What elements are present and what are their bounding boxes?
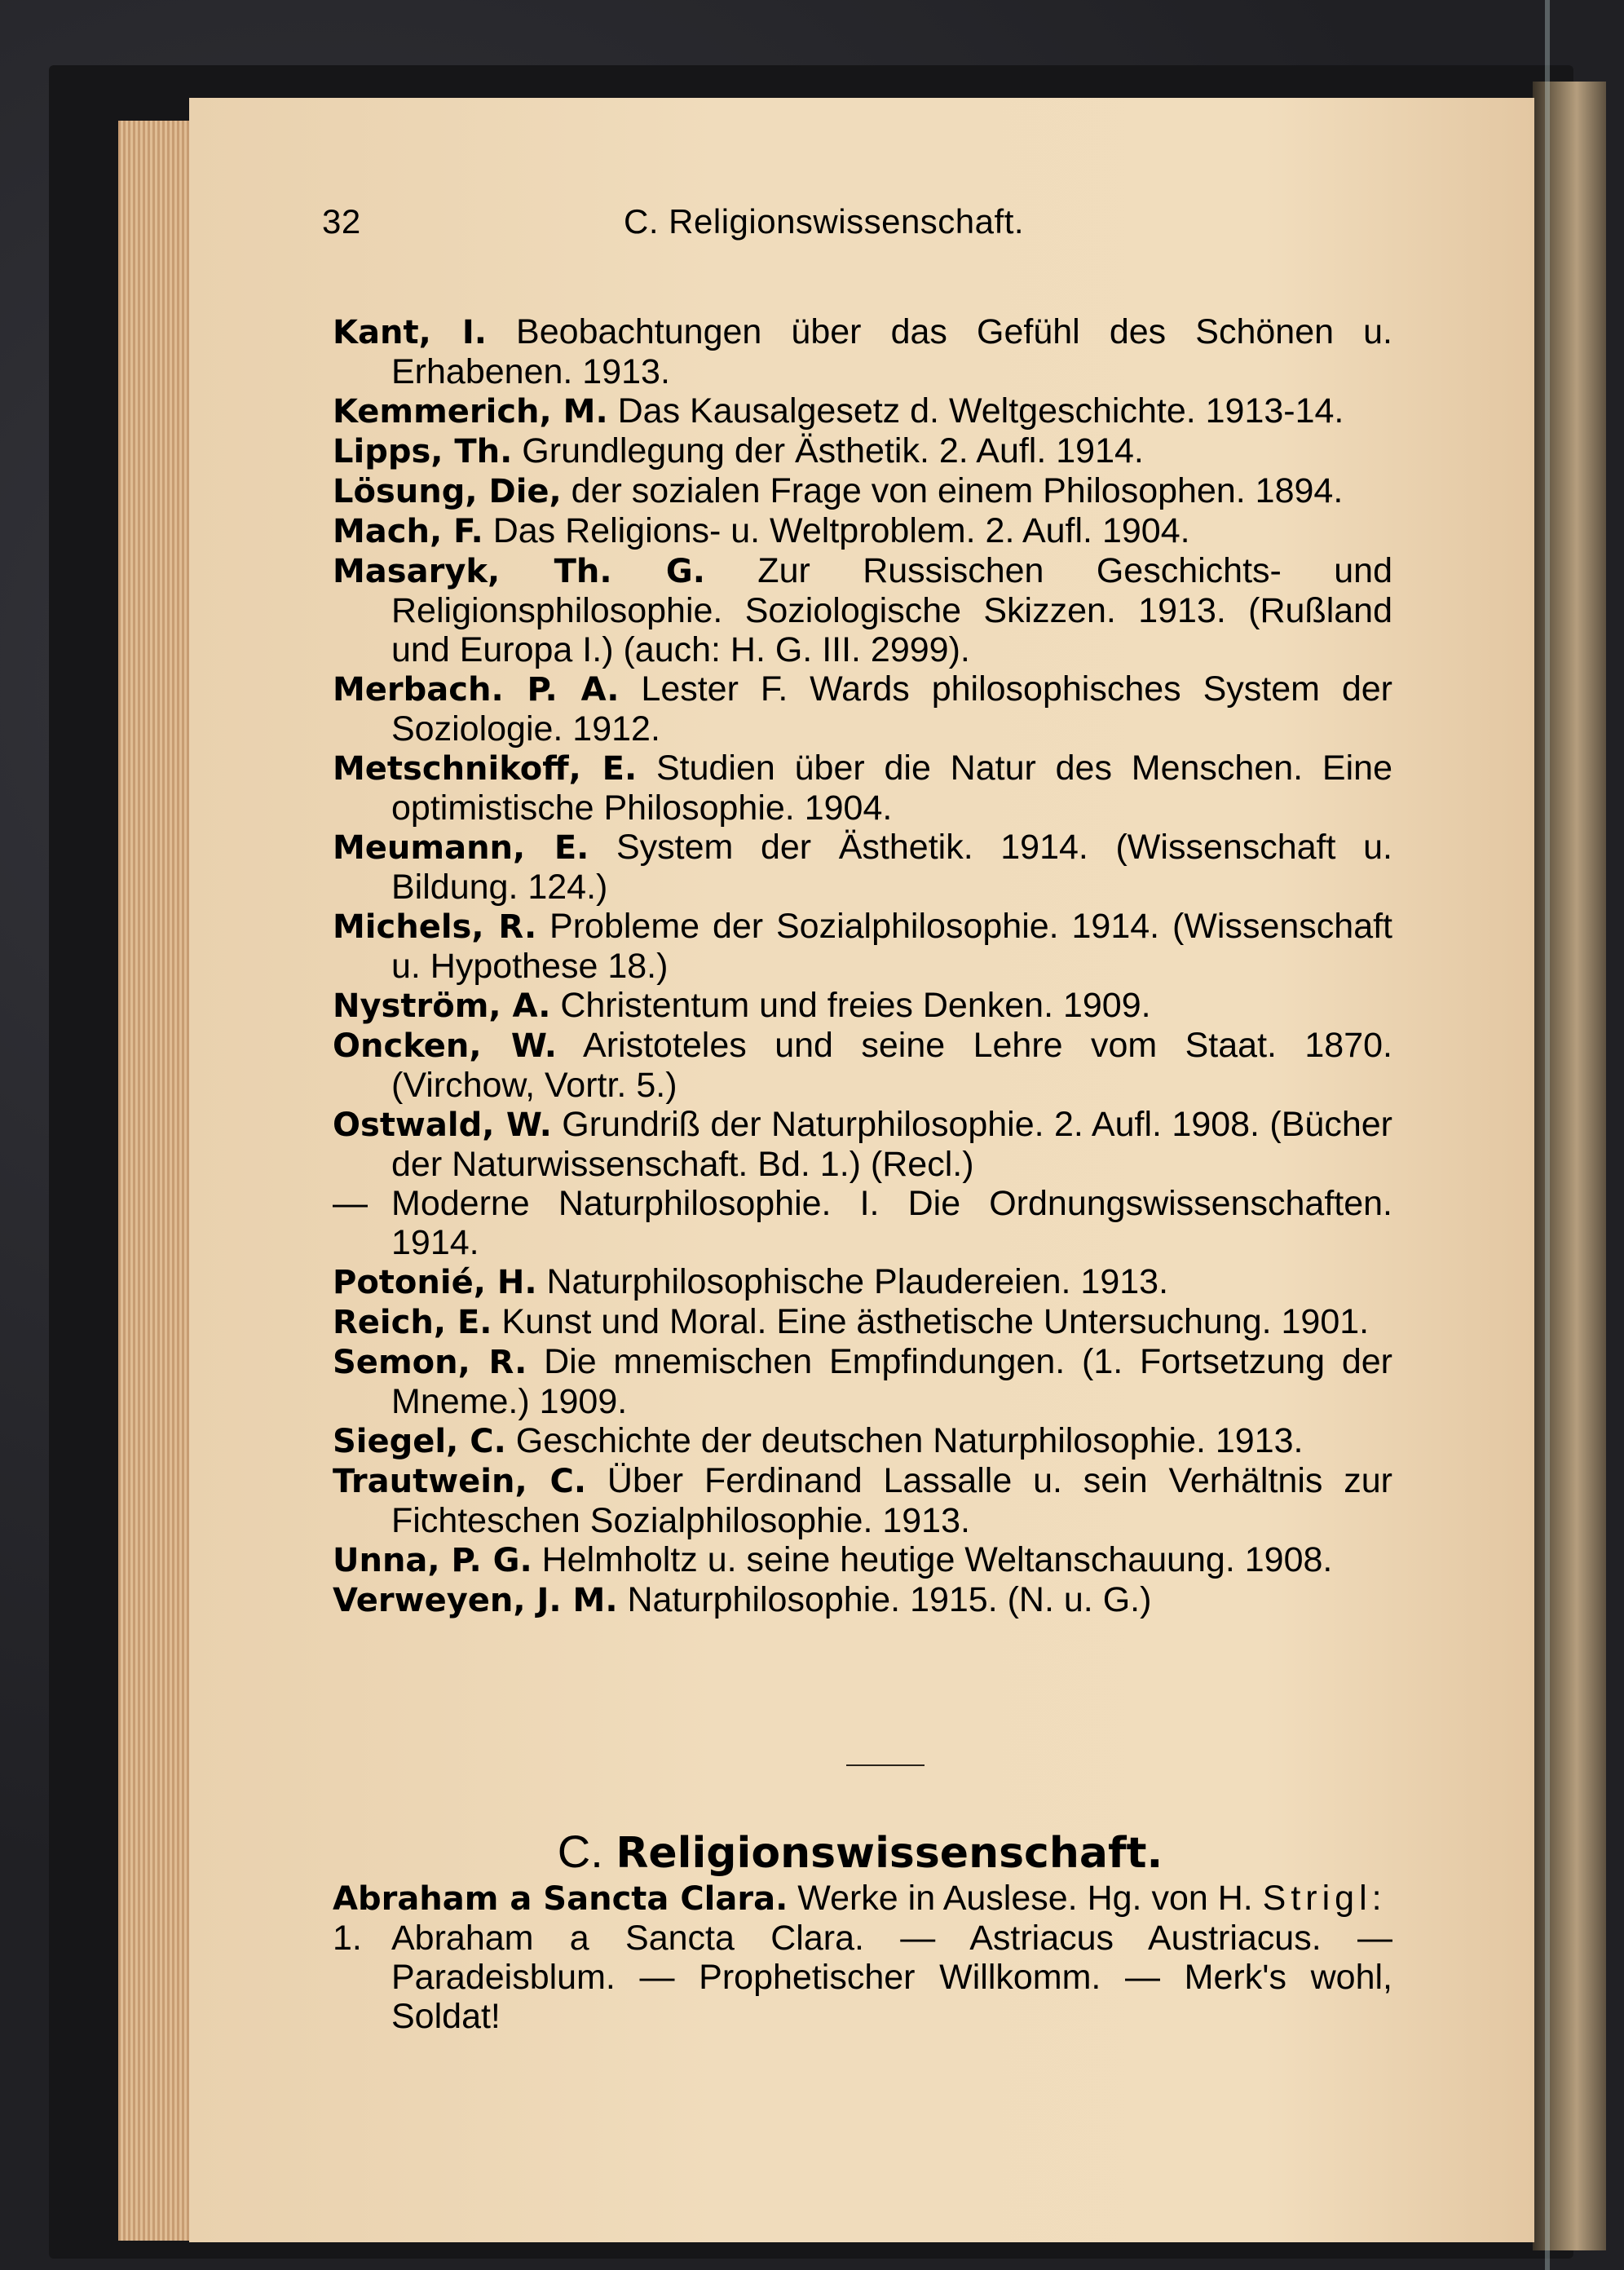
entry-author: Meumann, E. — [333, 829, 589, 867]
entry-text: Naturphilosophische Plaudereien. 1913. — [536, 1262, 1169, 1301]
entry-author: Potonié, H. — [333, 1264, 537, 1301]
entry-author: Masaryk, Th. G. — [333, 553, 705, 590]
entry-author: Mach, F. — [333, 513, 483, 550]
entry-author: Trautwein, C. — [333, 1463, 587, 1500]
entry-text: Grundlegung der Ästhetik. 2. Aufl. 1914. — [512, 431, 1144, 470]
entry-text: Lester F. Wards philosophisches System der Soziologie. 1912. — [391, 669, 1392, 749]
entry-author: Abraham a Sancta Clara. — [333, 1880, 788, 1918]
list-item — [333, 1026, 1392, 1105]
section-title: Religionswissenschaft. — [616, 1829, 1163, 1878]
entry-text: Christentum und freies Denken. 1909. — [550, 986, 1151, 1025]
entry-author: Reich, E. — [333, 1304, 492, 1341]
entry-author: Merbach. P. A. — [333, 671, 620, 709]
list-item — [333, 1540, 1392, 1580]
entry-author: Semon, R. — [333, 1344, 527, 1381]
entry-text: Moderne Naturphilosophie. I. Die Ordnungswissenschaften. 1914. — [391, 1184, 1392, 1262]
list-item — [333, 986, 1392, 1026]
book-gutter — [1533, 82, 1606, 2250]
list-item — [333, 1105, 1392, 1184]
scanner-glass-edge — [1545, 0, 1550, 2270]
entry-text: Naturphilosophie. 1915. (N. u. G.) — [617, 1580, 1152, 1619]
entry-text: Geschichte der deutschen Naturphilosophie. 1913. — [505, 1421, 1304, 1460]
bibliography-list — [333, 312, 1392, 1620]
entry-text: Abraham a Sancta Clara. — Astriacus Austriacus. — Paradeisblum. — Prophetischer Willkomm. — Merk's wohl, Soldat! — [391, 1919, 1392, 2036]
entry-author: Lösung, Die, — [333, 473, 562, 510]
entry-author: Siegel, C. — [333, 1423, 506, 1460]
entry-text: Aristoteles und seine Lehre vom Staat. 1870. (Virchow, Vortr. 5.) — [391, 1026, 1392, 1105]
entry-author: Lipps, Th. — [333, 433, 513, 470]
list-item — [333, 391, 1392, 431]
entry-author: Nyström, A. — [333, 987, 551, 1025]
entry-text: Helmholtz u. seine heutige Weltanschauung. 1908. — [532, 1540, 1333, 1579]
section-entry-list — [333, 1879, 1392, 2036]
entry-author: Unna, P. G. — [333, 1542, 532, 1579]
entry-text: Werke in Auslese. Hg. von H. — [788, 1879, 1263, 1918]
entry-text: Die mnemischen Empfindungen. (1. Fortsetzung der Mneme.) 1909. — [391, 1342, 1392, 1421]
list-item — [333, 1461, 1392, 1540]
entry-text: Über Ferdinand Lassalle u. sein Verhältnis zur Fichteschen Sozialphilosophie. 1913. — [391, 1461, 1392, 1540]
entry-text: Studien über die Natur des Menschen. Eine optimistische Philosophie. 1904. — [391, 749, 1392, 828]
list-item — [333, 1342, 1392, 1421]
entry-author: Kemmerich, M. — [333, 393, 608, 431]
list-item — [333, 1302, 1392, 1342]
page-edges — [118, 121, 192, 2241]
list-item — [333, 1421, 1392, 1461]
list-item — [333, 828, 1392, 907]
entry-punct: : — [1371, 1879, 1382, 1918]
entry-text: System der Ästhetik. 1914. (Wissenschaft u. Bildung. 124.) — [391, 828, 1392, 907]
item-number: 1. — [333, 1919, 362, 1958]
list-item — [333, 907, 1392, 986]
list-item — [333, 1262, 1392, 1302]
entry-text: der sozialen Frage von einem Philosophen. 1894. — [561, 471, 1344, 510]
entry-text: Das Religions- u. Weltproblem. 2. Aufl. 1904. — [483, 511, 1190, 550]
list-item — [333, 511, 1392, 551]
section-heading — [326, 1825, 1394, 1878]
editor-name: Strigl — [1262, 1879, 1372, 1918]
list-item — [333, 471, 1392, 511]
entry-author: Oncken, W. — [333, 1027, 557, 1065]
entry-author: Metschnikoff, E. — [333, 750, 638, 788]
entry-author: Ostwald, W. — [333, 1106, 552, 1144]
list-item — [333, 1184, 1392, 1262]
entry-author: Kant, I. — [333, 314, 487, 351]
ditto-dash: — — [333, 1184, 368, 1223]
page-number: 32 — [322, 202, 361, 241]
list-item — [333, 669, 1392, 749]
entry-text: Beobachtungen über das Gefühl des Schönen u. Erhabenen. 1913. — [391, 312, 1392, 391]
list-item — [333, 312, 1392, 391]
entry-author: Michels, R. — [333, 908, 537, 946]
running-title: C. Religionswissenschaft. — [624, 202, 1025, 241]
list-item — [333, 1919, 1392, 2036]
entry-author: Verweyen, J. M. — [333, 1582, 618, 1619]
section-prefix: C. — [557, 1826, 616, 1877]
section-divider — [846, 1764, 925, 1766]
list-item — [333, 1879, 1392, 1919]
list-item — [333, 551, 1392, 669]
list-item — [333, 749, 1392, 828]
entry-text: Zur Russischen Geschichts- und Religionsphilosophie. Soziologische Skizzen. 1913. (Rußland und Europa I.) (auch: H. G. III. 2999). — [391, 551, 1392, 669]
list-item — [333, 1580, 1392, 1620]
entry-text: Das Kausalgesetz d. Weltgeschichte. 1913-14. — [607, 391, 1344, 431]
entry-text: Kunst und Moral. Eine ästhetische Untersuchung. 1901. — [492, 1302, 1370, 1341]
list-item — [333, 431, 1392, 471]
entry-text: Grundriß der Naturphilosophie. 2. Aufl. 1908. (Bücher der Naturwissenschaft. Bd. 1.) (Recl.) — [391, 1105, 1392, 1184]
entry-text: Probleme der Sozialphilosophie. 1914. (Wissenschaft u. Hypothese 18.) — [391, 907, 1392, 986]
